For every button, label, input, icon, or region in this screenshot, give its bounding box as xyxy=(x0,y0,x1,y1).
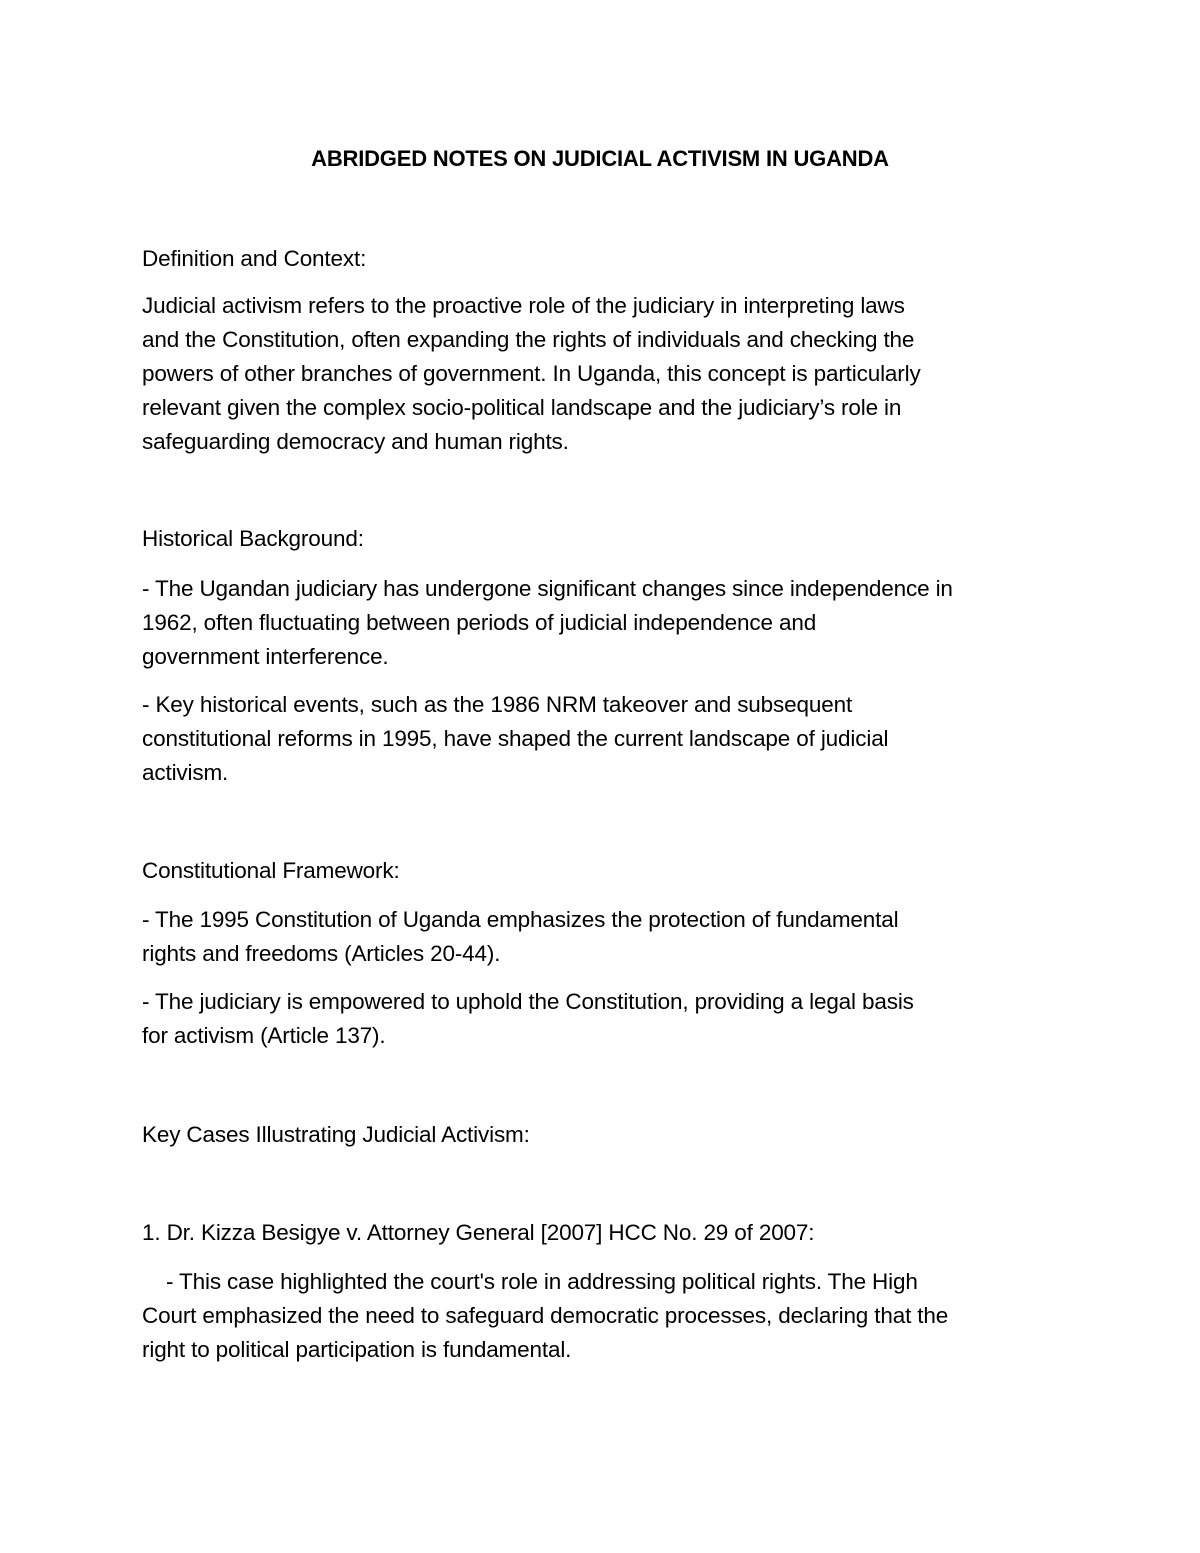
case-1-title: 1. Dr. Kizza Besigye v. Attorney General [2007] HCC No. 29 of 2007: xyxy=(142,1220,815,1245)
paragraph-line: rights and freedoms (Articles 20-44). xyxy=(142,941,501,966)
paragraph-line: relevant given the complex socio-political landscape and the judiciary’s role in xyxy=(142,395,902,420)
paragraph-line: 1962, often fluctuating between periods of judicial independence and xyxy=(142,610,817,635)
history-bullet-2 xyxy=(142,688,1082,790)
constitution-heading: Constitutional Framework: xyxy=(142,858,400,883)
paragraph-line: safeguarding democracy and human rights. xyxy=(142,429,569,454)
history-bullet-1 xyxy=(142,572,1082,674)
paragraph-line: right to political participation is fundamental. xyxy=(142,1337,572,1362)
constitution-bullet-2 xyxy=(142,985,1082,1053)
paragraph-line: - The 1995 Constitution of Uganda emphasizes the protection of fundamental xyxy=(142,907,899,932)
paragraph-line: for activism (Article 137). xyxy=(142,1023,386,1048)
cases-heading: Key Cases Illustrating Judicial Activism: xyxy=(142,1122,530,1147)
paragraph-line: Judicial activism refers to the proactive role of the judiciary in interpreting laws xyxy=(142,293,905,318)
constitution-bullet-1 xyxy=(142,903,1082,971)
paragraph-line: Court emphasized the need to safeguard democratic processes, declaring that the xyxy=(142,1303,949,1328)
paragraph-line: powers of other branches of government. In Uganda, this concept is particularly xyxy=(142,361,921,386)
paragraph-line: - The judiciary is empowered to uphold the Constitution, providing a legal basis xyxy=(142,989,914,1014)
paragraph-line: - Key historical events, such as the 1986 NRM takeover and subsequent xyxy=(142,692,853,717)
definition-paragraph xyxy=(142,289,1082,459)
history-heading: Historical Background: xyxy=(142,526,364,551)
paragraph-line: constitutional reforms in 1995, have shaped the current landscape of judicial xyxy=(142,726,889,751)
paragraph-line: government interference. xyxy=(142,644,389,669)
document-title: ABRIDGED NOTES ON JUDICIAL ACTIVISM IN UGANDA xyxy=(311,146,889,171)
paragraph-line: activism. xyxy=(142,760,229,785)
paragraph-line: - The Ugandan judiciary has undergone significant changes since independence in xyxy=(142,576,953,601)
paragraph-line: - This case highlighted the court's role in addressing political rights. The High xyxy=(166,1269,918,1294)
definition-heading: Definition and Context: xyxy=(142,246,367,271)
paragraph-line: and the Constitution, often expanding the rights of individuals and checking the xyxy=(142,327,915,352)
case-1-description xyxy=(142,1265,1082,1367)
